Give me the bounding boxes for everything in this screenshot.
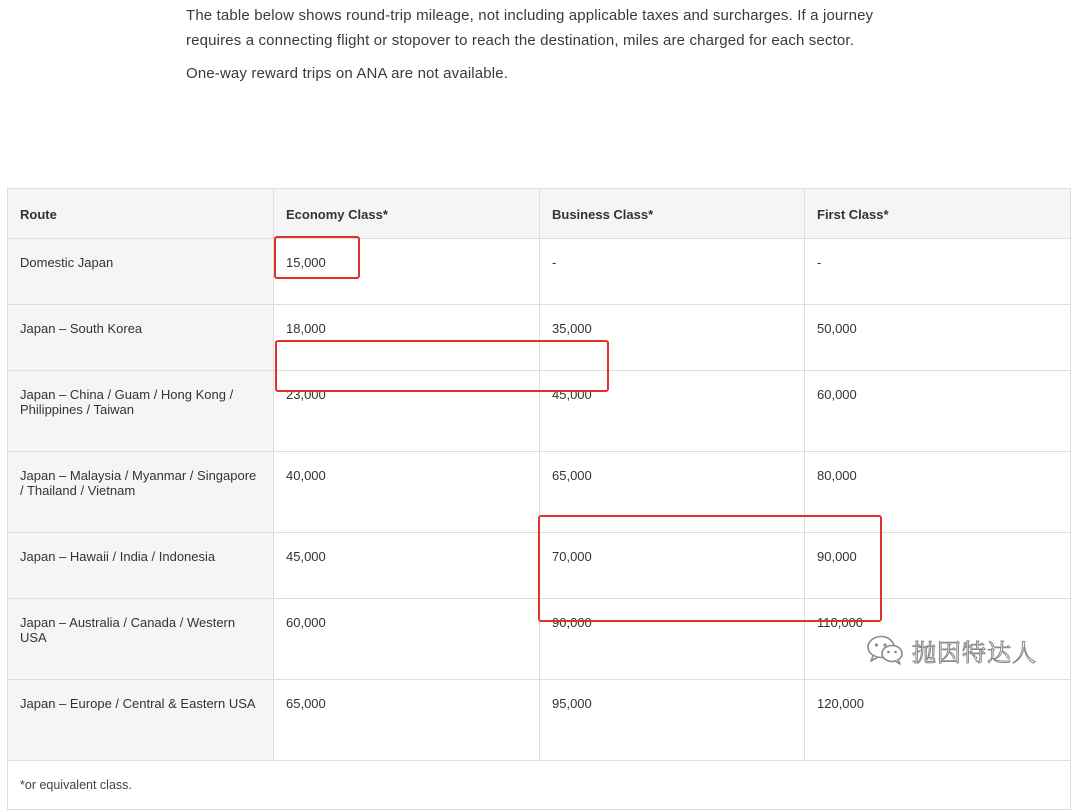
table-row [8, 452, 1071, 533]
table-row [8, 305, 1071, 371]
table-row [8, 533, 1071, 599]
business-cell: 35,000 [540, 305, 805, 371]
first-cell: 110,000 [805, 599, 1071, 680]
route-cell: Japan – Malaysia / Myanmar / Singapore / Thailand / Vietnam [8, 452, 274, 533]
header-first: First Class* [805, 189, 1071, 239]
business-cell: 95,000 [540, 680, 805, 761]
route-cell: Japan – Europe / Central & Eastern USA [8, 680, 274, 761]
header-economy: Economy Class* [274, 189, 540, 239]
first-cell: 50,000 [805, 305, 1071, 371]
intro-paragraph-one-way: One-way reward trips on ANA are not available. [186, 65, 509, 82]
watermark-text: 抛因特达人 [912, 638, 1037, 667]
table-row [8, 239, 1071, 305]
business-cell: 65,000 [540, 452, 805, 533]
route-cell: Japan – China / Guam / Hong Kong / Philippines / Taiwan [8, 371, 274, 452]
first-cell: 120,000 [805, 680, 1071, 761]
economy-cell: 45,000 [274, 533, 540, 599]
table-footnote-row [8, 761, 1071, 810]
business-cell: - [540, 239, 805, 305]
footnote-text: *or equivalent class. [8, 761, 1071, 810]
first-cell: 60,000 [805, 371, 1071, 452]
watermark [866, 632, 1037, 668]
first-cell: 90,000 [805, 533, 1071, 599]
header-business: Business Class* [540, 189, 805, 239]
route-cell: Domestic Japan [8, 239, 274, 305]
economy-cell: 40,000 [274, 452, 540, 533]
first-cell: - [805, 239, 1071, 305]
table-row [8, 371, 1071, 452]
route-cell: Japan – Hawaii / India / Indonesia [8, 533, 274, 599]
economy-cell: 60,000 [274, 599, 540, 680]
economy-cell: 23,000 [274, 371, 540, 452]
business-cell: 70,000 [540, 533, 805, 599]
business-cell: 90,000 [540, 599, 805, 680]
table-header-row [8, 189, 1071, 239]
mileage-table [7, 188, 1071, 810]
intro-text [186, 4, 906, 96]
route-cell: Japan – Australia / Canada / Western USA [8, 599, 274, 680]
intro-paragraph-mileage: The table below shows round-trip mileage, not including applicable taxes and surcharges. If a journey requires a connecting flight or stopover to reach the destination, miles are charged for each sector. [186, 7, 874, 49]
route-cell: Japan – South Korea [8, 305, 274, 371]
header-route: Route [8, 189, 274, 239]
first-cell: 80,000 [805, 452, 1071, 533]
economy-cell: 18,000 [274, 305, 540, 371]
economy-cell: 65,000 [274, 680, 540, 761]
wechat-icon [866, 634, 904, 666]
table-row [8, 680, 1071, 761]
business-cell: 45,000 [540, 371, 805, 452]
economy-cell: 15,000 [274, 239, 540, 305]
